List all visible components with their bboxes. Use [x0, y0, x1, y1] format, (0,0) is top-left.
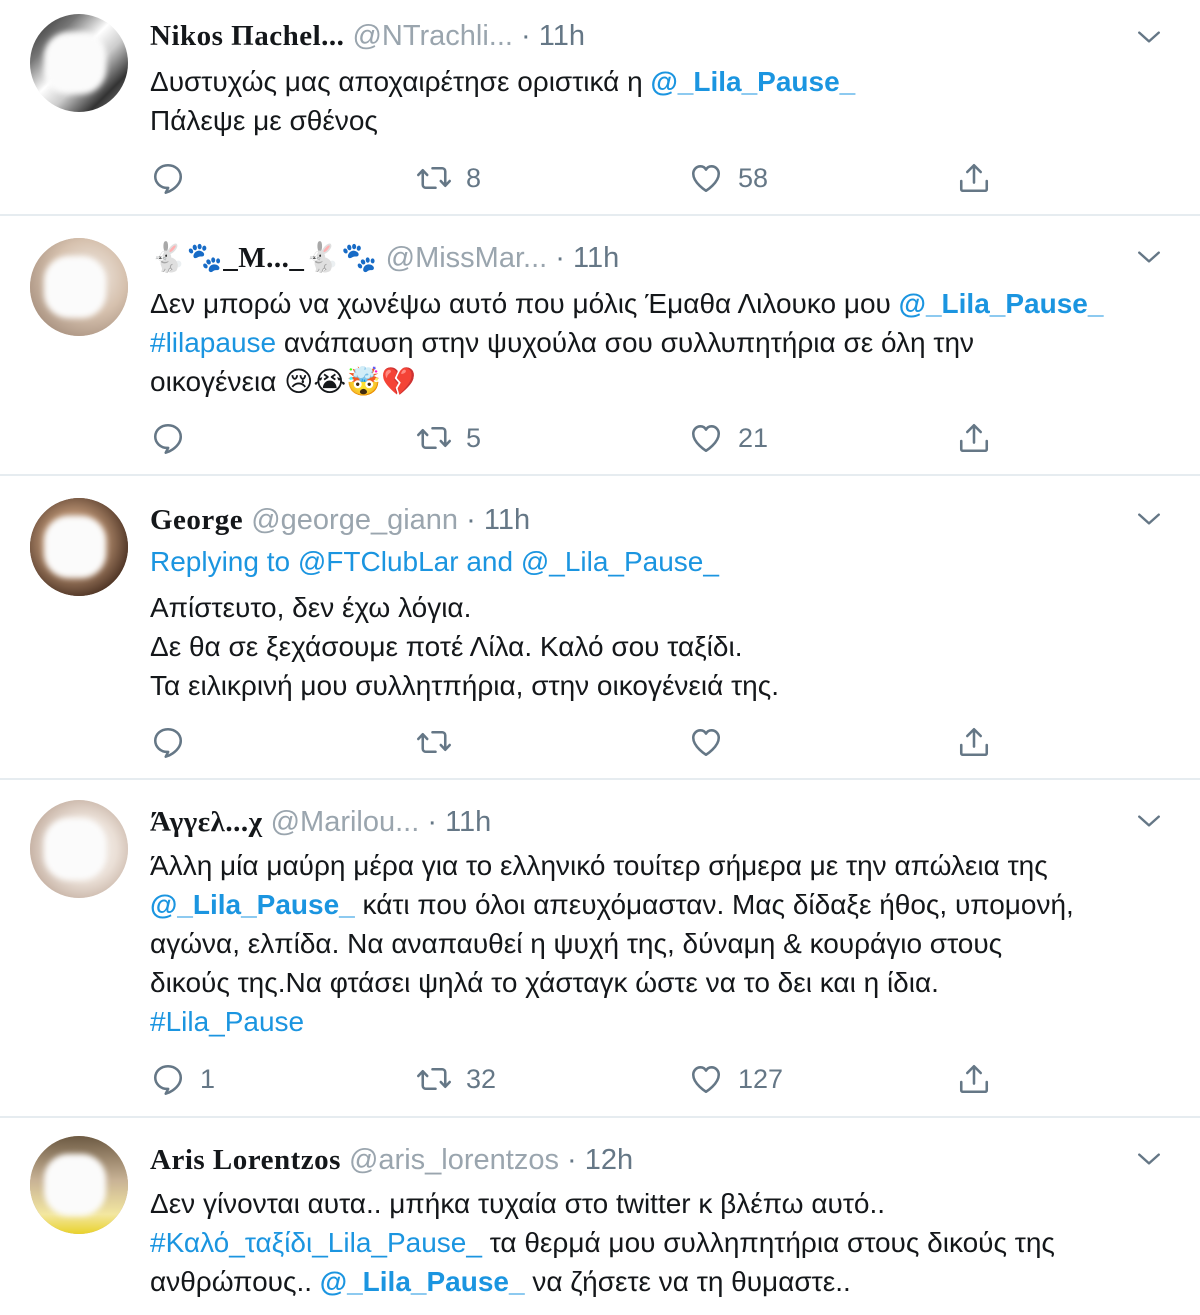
- tweet-actions: [150, 722, 1010, 762]
- tweet-actions: [150, 158, 1010, 198]
- heart-icon: [688, 420, 724, 456]
- hashtag-link[interactable]: #Lila_Pause: [150, 1006, 305, 1037]
- tweet-text-line: [150, 963, 1164, 1002]
- user-handle[interactable]: @MissMar...: [385, 242, 548, 274]
- heart-icon: [688, 160, 724, 196]
- like-button[interactable]: [688, 722, 738, 762]
- retweet-icon: [416, 1061, 452, 1097]
- mention-link[interactable]: @_Lila_Pause_: [319, 1266, 525, 1297]
- tweet-text-line: [150, 323, 1164, 362]
- tweet-text-line: [150, 924, 1164, 963]
- mention-link[interactable]: @_Lila_Pause_: [650, 66, 856, 97]
- display-name[interactable]: George: [150, 504, 244, 536]
- share-button[interactable]: [956, 158, 992, 198]
- timestamp-separator: ·: [555, 242, 573, 274]
- like-count: 127: [738, 1063, 784, 1094]
- hashtag-link[interactable]: #lilapause: [150, 327, 277, 358]
- like-button[interactable]: [688, 158, 768, 198]
- avatar[interactable]: [30, 1136, 128, 1234]
- tweet-text: [150, 588, 1164, 705]
- share-button[interactable]: [956, 418, 992, 458]
- tweet-text-line: [150, 284, 1164, 323]
- text-segment: Τα ειλικρινή μου συλλητπήρια, στην οικογένειά της.: [150, 670, 780, 701]
- tweet-text-line: [150, 666, 1164, 705]
- chevron-down-icon[interactable]: [1136, 506, 1162, 532]
- share-button[interactable]: [956, 1059, 992, 1099]
- tweet-text-line: [150, 1223, 1164, 1262]
- tweet-text-line: [150, 101, 1164, 140]
- chevron-down-icon[interactable]: [1136, 24, 1162, 50]
- chevron-down-icon[interactable]: [1136, 808, 1162, 834]
- tweet-text-line: [150, 885, 1164, 924]
- timestamp-separator: ·: [521, 20, 539, 52]
- like-button[interactable]: [688, 418, 768, 458]
- tweet-header: [150, 18, 585, 54]
- tweet-text-line: [150, 1262, 1164, 1301]
- text-segment: δικούς της.Να φτάσει ψηλά το χάσταγκ ώστε να το δει και η ίδια.: [150, 967, 939, 998]
- text-segment: Άλλη μία μαύρη μέρα για το ελληνικό τουίτερ σήμερα με την απώλεια της: [150, 850, 1048, 881]
- retweet-icon: [416, 160, 452, 196]
- display-name[interactable]: Άγγελ...χ: [150, 806, 263, 838]
- replying-to-label: Replying to: [150, 546, 291, 577]
- timestamp-separator: ·: [567, 1144, 585, 1176]
- tweet-card[interactable]: [0, 780, 1200, 1118]
- display-name[interactable]: Aris Lorentzos: [150, 1144, 341, 1176]
- tweet-card[interactable]: [0, 0, 1200, 216]
- tweet-header: [150, 1142, 633, 1178]
- like-count: 21: [738, 422, 769, 453]
- tweet-card[interactable]: [0, 1118, 1200, 1315]
- tweet-text: [150, 284, 1164, 401]
- reply-button[interactable]: [150, 158, 200, 198]
- tweet-text: [150, 62, 1164, 140]
- text-segment: Δυστυχώς μας αποχαιρέτησε οριστικά η: [150, 66, 651, 97]
- reply-button[interactable]: [150, 418, 200, 458]
- text-segment: Δε θα σε ξεχάσουμε ποτέ Λίλα. Καλό σου ταξίδι.: [150, 631, 743, 662]
- share-upload-icon: [956, 1061, 992, 1097]
- timestamp[interactable]: 11h: [538, 20, 585, 52]
- reply-bubble-icon: [150, 420, 186, 456]
- timestamp-separator: ·: [427, 806, 446, 838]
- share-upload-icon: [956, 160, 992, 196]
- retweet-button[interactable]: [416, 1059, 496, 1099]
- retweet-button[interactable]: [416, 722, 466, 762]
- tweet-text-line: [150, 1002, 1164, 1041]
- avatar[interactable]: [30, 800, 128, 898]
- share-upload-icon: [956, 724, 992, 760]
- reply-button[interactable]: [150, 722, 200, 762]
- display-name[interactable]: Νikos Πachel...: [150, 20, 345, 52]
- text-segment: αγώνα, ελπίδα. Να αναπαυθεί η ψυχή της, δύναμη & κουράγιο στους: [150, 928, 1003, 959]
- heart-icon: [688, 1061, 724, 1097]
- chevron-down-icon[interactable]: [1136, 244, 1162, 270]
- retweet-count: 5: [466, 422, 482, 453]
- reply-button[interactable]: [150, 1059, 215, 1099]
- mention-link[interactable]: @_Lila_Pause_: [150, 889, 355, 920]
- tweet-header: [150, 240, 619, 276]
- retweet-icon: [416, 724, 452, 760]
- reply-bubble-icon: [150, 160, 186, 196]
- hashtag-link[interactable]: #Καλό_ταξίδι_Lila_Pause_: [150, 1227, 482, 1258]
- mention-link[interactable]: @_Lila_Pause_: [898, 288, 1104, 319]
- text-segment: Πάλεψε με σθένος: [150, 105, 378, 136]
- timestamp[interactable]: 11h: [445, 806, 492, 838]
- tweet-text: [150, 846, 1164, 1041]
- tweet-header: [150, 502, 530, 538]
- tweet-text: [150, 1184, 1164, 1301]
- text-segment: Απίστευτο, δεν έχω λόγια.: [150, 592, 472, 623]
- tweet-text-line: [150, 588, 1164, 627]
- retweet-icon: [416, 420, 452, 456]
- text-segment: κάτι που όλοι απευχόμασταν. Μας δίδαξε ήθος, υπομονή,: [354, 889, 1074, 920]
- timestamp[interactable]: 11h: [572, 242, 620, 274]
- reply-bubble-icon: [150, 724, 186, 760]
- text-segment: ανάπαυση στην ψυχούλα σου συλλυπητήρια σε όλη την: [276, 327, 975, 358]
- text-segment: οικογένεια 😢😭🤯💔: [150, 366, 416, 397]
- timestamp[interactable]: 12h: [584, 1144, 634, 1176]
- like-count: 58: [738, 162, 769, 193]
- share-upload-icon: [956, 420, 992, 456]
- user-handle[interactable]: @aris_lorentzos: [348, 1144, 559, 1176]
- avatar[interactable]: [30, 238, 128, 336]
- text-segment: ανθρώπους..: [150, 1266, 320, 1297]
- reply-bubble-icon: [150, 1061, 186, 1097]
- user-handle[interactable]: @Marilou...: [270, 806, 420, 838]
- replying-to: [150, 544, 719, 580]
- replying-to-accounts[interactable]: @FTClubLar and @_Lila_Pause_: [297, 546, 719, 577]
- retweet-button[interactable]: [416, 418, 481, 458]
- tweet-card[interactable]: [0, 216, 1200, 476]
- tweet-actions: [150, 1059, 1010, 1099]
- tweet-text-line: [150, 362, 1164, 401]
- heart-icon: [688, 724, 724, 760]
- tweet-actions: [150, 418, 1010, 458]
- text-segment: να ζήσετε να τη θυμαστε..: [524, 1266, 851, 1297]
- retweet-count: 8: [466, 162, 482, 193]
- user-handle[interactable]: @NTrachli...: [352, 20, 513, 52]
- chevron-down-icon[interactable]: [1136, 1146, 1162, 1172]
- share-button[interactable]: [956, 722, 992, 762]
- tweet-text-line: [150, 62, 1164, 101]
- timestamp-separator: ·: [466, 504, 484, 536]
- retweet-button[interactable]: [416, 158, 481, 198]
- tweet-header: [150, 804, 491, 840]
- retweet-count: 32: [466, 1063, 497, 1094]
- reply-count: 1: [200, 1063, 216, 1094]
- avatar[interactable]: [30, 498, 128, 596]
- text-segment: Δεν μπορώ να χωνέψω αυτό που μόλις Έμαθα Λιλουκο μου: [150, 288, 899, 319]
- timestamp[interactable]: 11h: [483, 504, 531, 536]
- text-segment: τα θερμά μου συλληπητήρια στους δικούς της: [481, 1227, 1055, 1258]
- tweet-text-line: [150, 846, 1164, 885]
- avatar[interactable]: [30, 14, 128, 112]
- user-handle[interactable]: @george_giann: [251, 504, 459, 536]
- text-segment: Δεν γίνονται αυτα.. μπήκα τυχαία στο twitter κ βλέπω αυτό..: [150, 1188, 886, 1219]
- display-name[interactable]: 🐇🐾_M..._🐇🐾: [150, 242, 378, 274]
- tweet-card[interactable]: [0, 476, 1200, 780]
- tweet-text-line: [150, 627, 1164, 666]
- tweet-text-line: [150, 1184, 1164, 1223]
- like-button[interactable]: [688, 1059, 783, 1099]
